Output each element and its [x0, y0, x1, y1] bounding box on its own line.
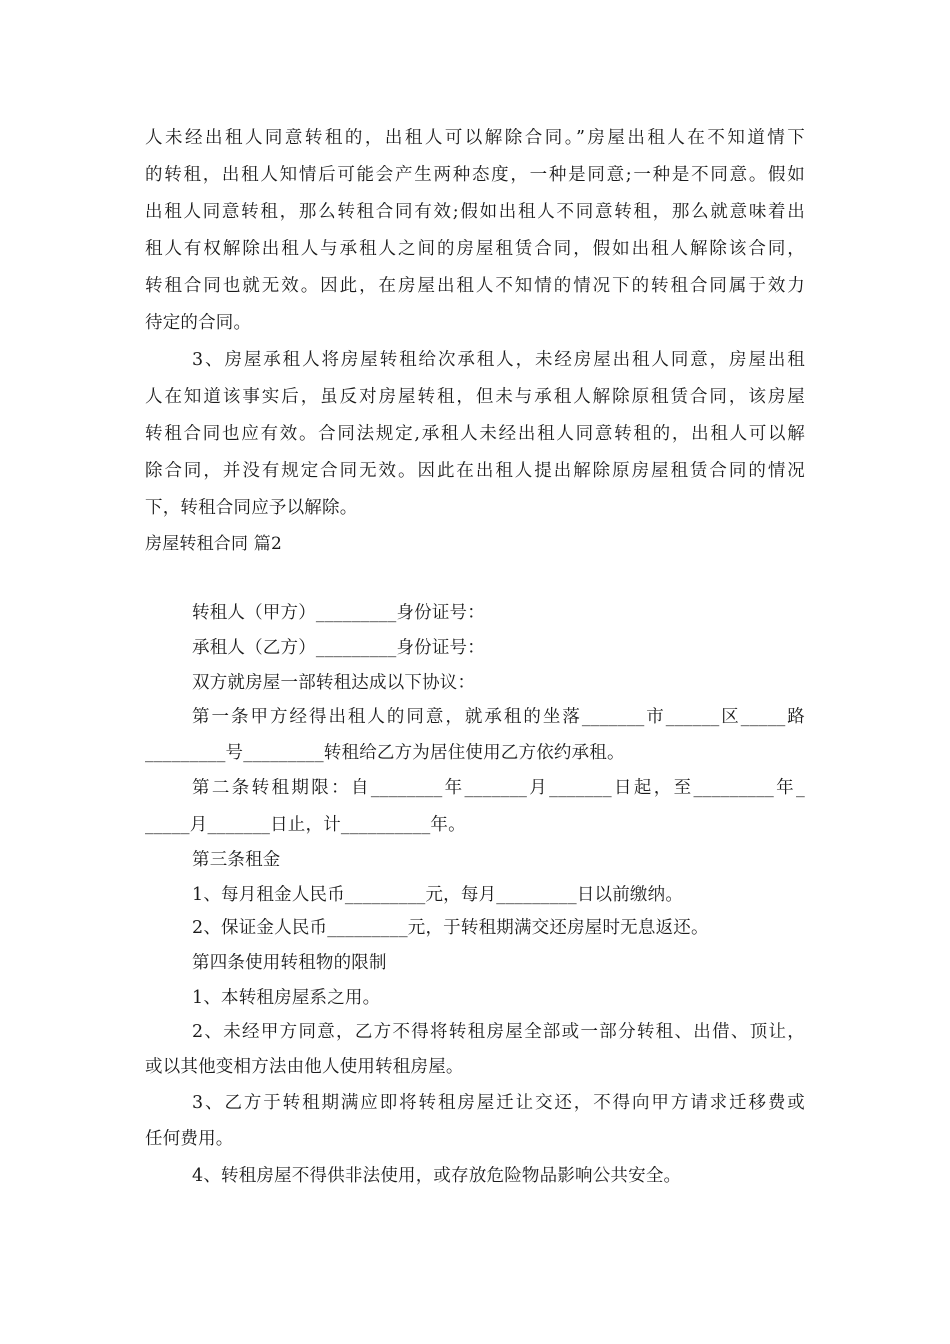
- paragraph-line: 除合同，并没有规定合同无效。因此在出租人提出解除原房屋租赁合同的情况: [145, 461, 805, 481]
- paragraph-line: 待定的合同。: [145, 313, 252, 333]
- clause-line: 任何费用。: [145, 1129, 234, 1149]
- clause-line: 3、乙方于转租期满应即将转租房屋迁让交还，不得向甲方请求迁移费或: [192, 1093, 805, 1113]
- clause-line: 2、保证金人民币_________元，于转租期满交还房屋时无息返还。: [192, 918, 709, 938]
- clause-line: 第二条转租期限：自________年_______月_______日起，至_________年_: [192, 778, 805, 798]
- clause-line: 第一条甲方经得出租人的同意，就承租的坐落_______市______区_____路: [192, 707, 805, 727]
- paragraph-line: 人在知道该事实后，虽反对房屋转租，但未与承租人解除原租赁合同，该房屋: [145, 387, 805, 407]
- paragraph-line: 转租合同也就无效。因此，在房屋出租人不知情的情况下的转租合同属于效力: [145, 276, 805, 296]
- clause-line: 4、转租房屋不得供非法使用，或存放危险物品影响公共安全。: [192, 1166, 682, 1186]
- paragraph-line: 的转租，出租人知情后可能会产生两种态度，一种是同意;一种是不同意。假如: [145, 165, 805, 185]
- paragraph-line: 下，转租合同应予以解除。: [145, 498, 358, 518]
- section-heading: 房屋转租合同 篇2: [145, 534, 283, 554]
- paragraph-line: 人未经出租人同意转租的，出租人可以解除合同。”房屋出租人在不知道情下: [145, 128, 805, 148]
- clause-line: 1、本转租房屋系之用。: [192, 988, 381, 1008]
- paragraph-line: 3、房屋承租人将房屋转租给次承租人，未经房屋出租人同意，房屋出租: [192, 350, 805, 370]
- clause-line: 2、未经甲方同意，乙方不得将转租房屋全部或一部分转租、出借、顶让，: [192, 1022, 805, 1042]
- paragraph-line: 出租人同意转租，那么转租合同有效;假如出租人不同意转租，那么就意味着出: [145, 202, 805, 222]
- clause-line: 或以其他变相方法由他人使用转租房屋。: [145, 1057, 464, 1077]
- clause-line: 1、每月租金人民币_________元，每月_________日以前缴纳。: [192, 885, 684, 905]
- form-line: 转租人（甲方）_________身份证号：: [192, 603, 485, 623]
- clause-heading: 第四条使用转租物的限制: [192, 953, 387, 973]
- clause-line: _____月_______日止，计__________年。: [145, 815, 466, 835]
- paragraph-line: 转租合同也应有效。合同法规定,承租人未经出租人同意转租的，出租人可以解: [145, 424, 805, 444]
- form-line: 双方就房屋一部转租达成以下协议：: [192, 673, 476, 693]
- clause-heading: 第三条租金: [192, 850, 281, 870]
- form-line: 承租人（乙方）_________身份证号：: [192, 638, 485, 658]
- clause-line: _________号_________转租给乙方为居住使用乙方依约承租。: [145, 743, 625, 763]
- paragraph-line: 租人有权解除出租人与承租人之间的房屋租赁合同，假如出租人解除该合同，: [145, 239, 805, 259]
